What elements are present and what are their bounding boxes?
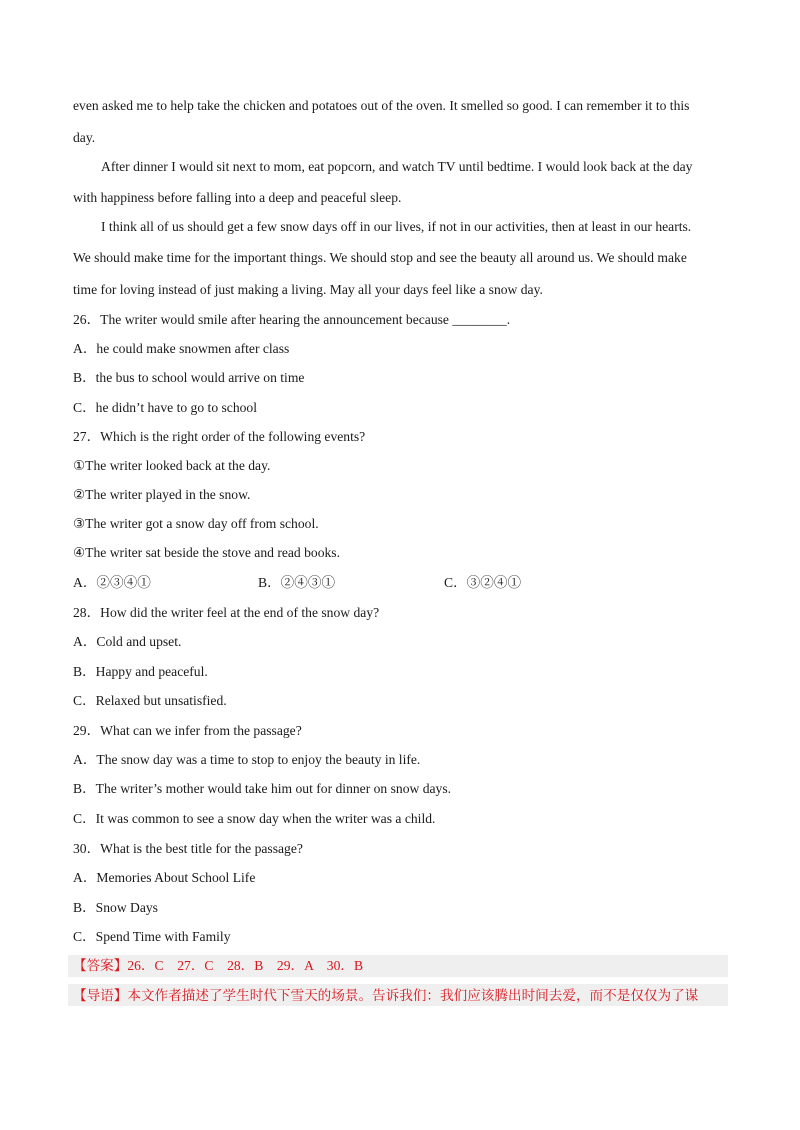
question-30-option-a: A．Memories About School Life — [73, 870, 256, 885]
answer-label: 【答案】 — [73, 958, 128, 973]
question-30-option-c: C．Spend Time with Family — [73, 929, 231, 944]
question-27-option-c: C．③②④① — [444, 575, 522, 590]
question-27-options — [73, 575, 773, 591]
question-27-event-4: ④The writer sat beside the stove and read books. — [73, 545, 340, 560]
passage-line: even asked me to help take the chicken and potatoes out of the oven. It smelled so good. I can remember it to this — [73, 98, 690, 113]
question-27-event-2: ②The writer played in the snow. — [73, 487, 251, 502]
question-30-stem: 30．What is the best title for the passage? — [73, 841, 303, 856]
question-27-event-3: ③The writer got a snow day off from school. — [73, 516, 319, 531]
passage-line: with happiness before falling into a deep and peaceful sleep. — [73, 190, 402, 205]
question-29-option-c: C．It was common to see a snow day when the writer was a child. — [73, 811, 436, 826]
passage-line: time for loving instead of just making a living. May all your days feel like a snow day. — [73, 282, 543, 297]
question-30-option-b: B．Snow Days — [73, 900, 158, 915]
answer-key — [73, 958, 363, 974]
question-26-option-a: A．he could make snowmen after class — [73, 341, 290, 356]
question-27-event-1: ①The writer looked back at the day. — [73, 458, 271, 473]
question-29-stem: 29．What can we infer from the passage? — [73, 723, 302, 738]
answer-text: 26．C 27．C 28．B 29．A 30．B — [127, 958, 364, 973]
question-27-option-a: A．②③④① — [73, 575, 151, 590]
question-29-option-a: A．The snow day was a time to stop to enjoy the beauty in life. — [73, 752, 421, 767]
question-28-stem: 28．How did the writer feel at the end of the snow day? — [73, 605, 380, 620]
question-26-option-c: C．he didn’t have to go to school — [73, 400, 257, 415]
question-26-option-b: B．the bus to school would arrive on time — [73, 370, 305, 385]
passage-line: We should make time for the important things. We should stop and see the beauty all around us. We should make — [73, 250, 687, 265]
passage-line: After dinner I would sit next to mom, eat popcorn, and watch TV until bedtime. I would look back at the day — [101, 159, 693, 174]
question-29-option-b: B．The writer’s mother would take him out for dinner on snow days. — [73, 781, 452, 796]
guide-text — [73, 988, 698, 1004]
question-28-option-c: C．Relaxed but unsatisfied. — [73, 693, 227, 708]
question-27-stem: 27．Which is the right order of the following events? — [73, 429, 366, 444]
passage-line: I think all of us should get a few snow days off in our lives, if not in our activities, then at least in our hearts. — [101, 219, 692, 234]
guide-label: 【导语】 — [73, 988, 128, 1003]
question-27-option-b: B．②④③① — [258, 575, 336, 590]
passage-line: day. — [73, 130, 96, 145]
question-28-option-b: B．Happy and peaceful. — [73, 664, 208, 679]
question-28-option-a: A．Cold and upset. — [73, 634, 182, 649]
question-26-stem: 26．The writer would smile after hearing the announcement because ________. — [73, 312, 511, 327]
guide-content: 本文作者描述了学生时代下雪天的场景。告诉我们：我们应该腾出时间去爱，而不是仅仅为了谋 — [127, 988, 699, 1003]
